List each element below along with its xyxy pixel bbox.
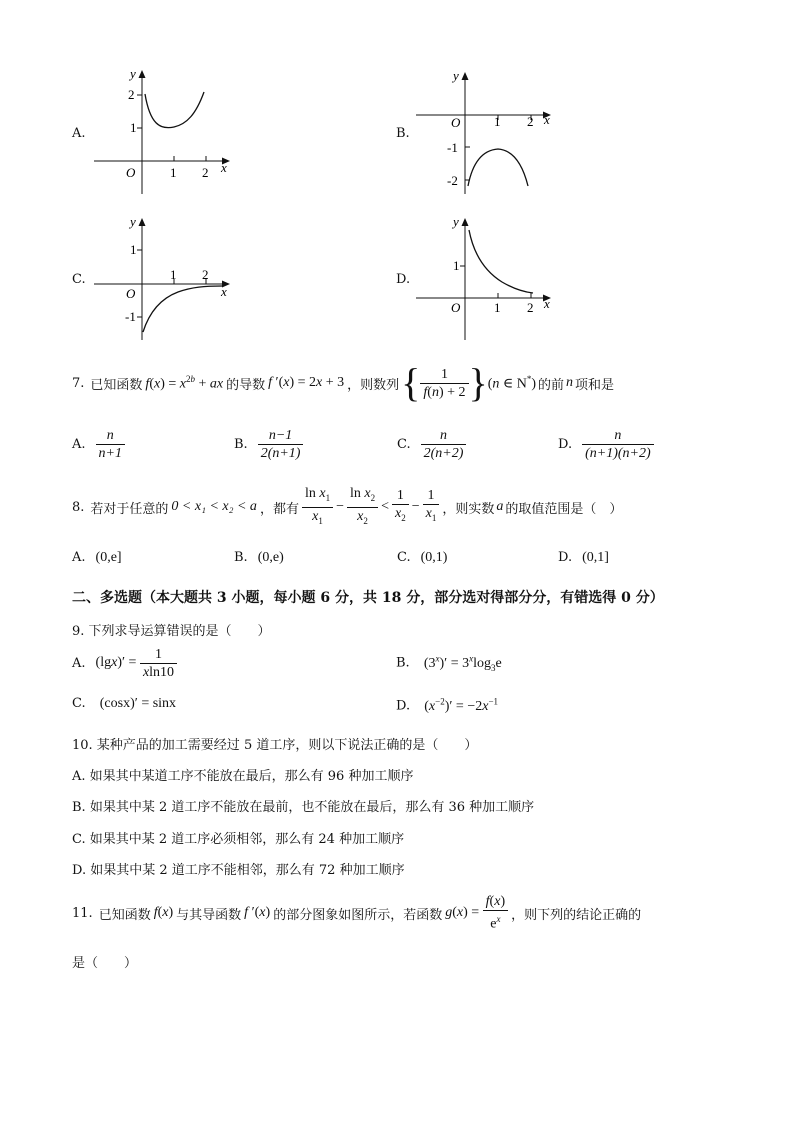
q7-option-a[interactable]: A. $\frac{n}{n+1}$	[72, 424, 125, 464]
question-11	[72, 892, 641, 934]
x-axis-label: x	[221, 284, 227, 299]
question-9-stem: 9. 下列求导运算错误的是（ ）	[72, 624, 271, 639]
q7-text-3: ，则数列	[347, 377, 400, 393]
x-tick-2: 2	[527, 114, 534, 129]
q9-option-c[interactable]: C. (cosx)′ = sinx	[72, 696, 177, 711]
q8-option-a[interactable]: A. (0,e]	[72, 550, 122, 565]
q7-option-c-frac: $\frac{n}{2(n+2)}$	[421, 427, 467, 462]
x-tick-2: 2	[202, 267, 209, 282]
y-tick-neg1: -1	[447, 140, 458, 155]
curve-a	[145, 92, 204, 128]
q9-option-a-expr: (lg x )′ = $\frac{1}{xln10}$	[96, 646, 178, 681]
question-10-stem: 10. 某种产品的加工需要经过 5 道工序，则以下说法正确的是（ ）	[72, 738, 478, 753]
q8-text-4: 的取值范围是（ ）	[505, 501, 623, 517]
question-8	[72, 486, 622, 528]
q7-text-2: 的导数	[226, 377, 266, 393]
q7-n-symbol: n	[566, 375, 574, 390]
origin-label: O	[126, 165, 136, 180]
y-arrow-icon	[462, 218, 469, 226]
question-7	[72, 360, 614, 406]
y-tick-neg2: -2	[447, 173, 458, 188]
q8-inequality: $\frac{\ln x_1}{x_1}$ − $\frac{\ln x_2}{x_2}$ < $\frac{1}{x_2}$ − $\frac{1}{x_1}$	[302, 485, 439, 530]
q11-number: 11.	[72, 905, 93, 921]
q7-derivative-expr: f ′(x) = 2x + 3	[268, 375, 345, 390]
option-c-label: C.	[72, 272, 86, 287]
q11-text-3: 的部分图象如图所示，若函数	[273, 907, 443, 923]
x-axis-label: x	[544, 112, 550, 127]
q7-option-d-frac: $\frac{n}{(n+1)(n+2)}$	[582, 427, 654, 462]
option-d-label: D.	[396, 272, 411, 287]
y-tick-1: 1	[130, 242, 137, 257]
y-arrow-icon	[139, 218, 146, 226]
section-heading-multiple-choice: 二、多选题（本大题共 3 小题，每小题 6 分，共 18 分，部分选对得部分分，有错选得 0 分）	[72, 590, 664, 606]
q9-option-b[interactable]: B. $(3^x)' = 3^x\log_3e$	[396, 653, 502, 673]
q10-option-d[interactable]: D. 如果其中某 2 道工序不能相邻，那么有 72 种加工顺序	[72, 863, 405, 878]
y-tick-neg1: -1	[125, 309, 136, 324]
q10-option-b[interactable]: B. 如果其中某 2 道工序不能放在最前，也不能放在最后，那么有 36 种加工顺序	[72, 800, 535, 815]
origin-label: O	[451, 300, 461, 315]
x-tick-1: 1	[494, 300, 501, 315]
q11-text-5: 是（ ）	[72, 956, 138, 971]
q9-option-c-expr: (cosx)′ = sinx	[99, 696, 177, 711]
x-tick-2: 2	[202, 165, 209, 180]
q7-option-d[interactable]: D. $\frac{n}{(n+1)(n+2)}$	[558, 424, 654, 464]
q7-text-1: 已知函数	[90, 377, 143, 393]
x-tick-1: 1	[494, 114, 501, 129]
q7-text-5: 项和是	[575, 377, 615, 393]
curve-c	[143, 286, 222, 332]
curve-d	[469, 230, 533, 293]
origin-label: O	[451, 115, 461, 130]
q8-text-2: ，都有	[259, 501, 299, 517]
q11-text-1: 已知函数	[98, 907, 151, 923]
q7-option-b[interactable]: B. $\frac{n-1}{2(n+1)}$	[234, 424, 303, 464]
origin-label: O	[126, 286, 136, 301]
q11-f-expr: f(x)	[153, 905, 174, 920]
q7-text-4: 的前	[538, 377, 565, 393]
q7-option-c[interactable]: C. $\frac{n}{2(n+2)}$	[397, 424, 466, 464]
y-axis-label: y	[130, 66, 136, 81]
y-tick-1: 1	[453, 258, 460, 273]
x-tick-1: 1	[170, 165, 177, 180]
q8-text-1: 若对于任意的	[90, 501, 169, 517]
q11-g-expr: g ( x ) = $\frac{f(x)}{e^x}$	[445, 893, 508, 933]
q8-number: 8.	[72, 499, 85, 515]
q8-option-d[interactable]: D. (0,1]	[558, 550, 609, 565]
q8-text-3: ，则实数	[442, 501, 495, 517]
q11-fprime-expr: f ′(x)	[244, 905, 271, 920]
q8-a-symbol: a	[496, 499, 504, 514]
x-tick-1: 1	[170, 267, 177, 282]
graph-c	[90, 210, 240, 345]
curve-b	[468, 149, 528, 186]
graph-a	[90, 64, 240, 199]
y-axis-label: y	[453, 214, 459, 229]
x-axis-label: x	[221, 160, 227, 175]
y-axis-label: y	[453, 68, 459, 83]
q10-option-c[interactable]: C. 如果其中某 2 道工序必须相邻，那么有 24 种加工顺序	[72, 832, 405, 847]
y-arrow-icon	[462, 72, 469, 80]
y-arrow-icon	[139, 70, 146, 78]
y-tick-2: 2	[128, 87, 135, 102]
q9-option-d[interactable]: D. $(x^{-2})' = -2x^{-1}$	[396, 696, 499, 714]
q7-function-expr: $f(x) = x^{2b}$ + ax	[145, 373, 224, 392]
q7-option-b-frac: $\frac{n-1}{2(n+1)}$	[258, 427, 304, 462]
q8-option-c[interactable]: C. (0,1)	[397, 550, 448, 565]
y-axis-label: y	[130, 214, 136, 229]
q8-option-b[interactable]: B. (0,e)	[234, 550, 284, 565]
q11-text-2: 与其导函数	[176, 907, 242, 923]
q7-number: 7.	[72, 375, 85, 391]
x-tick-2: 2	[527, 300, 534, 315]
q11-text-4: ，则下列的结论正确的	[511, 907, 642, 923]
y-tick-1: 1	[130, 120, 137, 135]
q7-sequence-expr: { $\frac{1}{f(n) + 2}$ } (n ∈ N*)	[401, 360, 537, 405]
graph-d	[410, 210, 560, 345]
q9-option-d-expr: $(x^{-2})' = -2x^{-1}$	[424, 696, 499, 714]
graph-b	[410, 64, 560, 199]
option-b-label: B.	[396, 126, 410, 141]
q10-option-a[interactable]: A. 如果其中某道工序不能放在最后，那么有 96 种加工顺序	[72, 769, 414, 784]
option-a-label: A.	[72, 126, 86, 141]
q7-option-a-frac: $\frac{n}{n+1}$	[96, 427, 125, 462]
x-axis-label: x	[544, 296, 550, 311]
q8-condition: 0 < x₁ < x₂ < a	[171, 499, 257, 514]
q9-option-b-expr: $(3^x)' = 3^x\log_3e$	[423, 653, 502, 673]
q9-option-a[interactable]: A. (lg x )′ = $\frac{1}{xln10}$	[72, 645, 177, 681]
